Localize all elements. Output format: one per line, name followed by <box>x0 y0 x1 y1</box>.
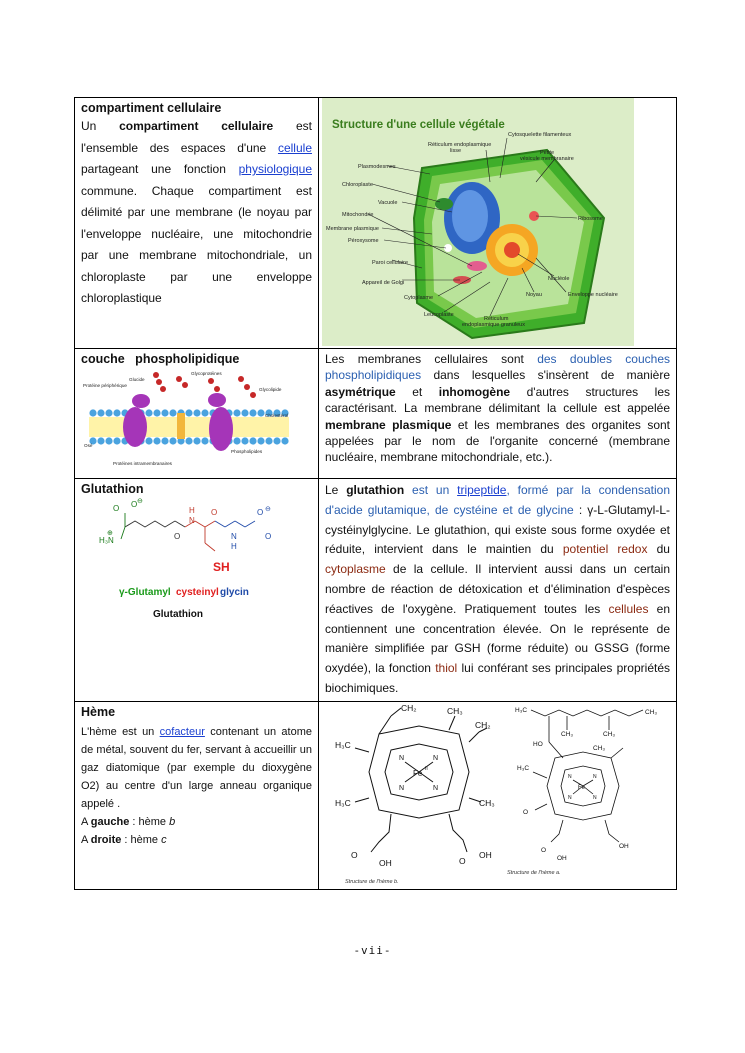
row-glutathion <box>75 479 677 702</box>
phospholipid-head <box>161 409 168 416</box>
bold-term: gauche <box>90 815 130 828</box>
blue-text: , formé par la condensation d'acide glutamique, de cystéine et de glycine <box>325 483 670 517</box>
text-span: partageant une fonction <box>81 162 239 176</box>
heme-c-ho: HO <box>533 740 543 748</box>
heme-c-ch3-b: CH₃ <box>561 730 574 738</box>
protein-intra-1 <box>123 407 147 447</box>
link-thiol[interactable]: thiol <box>435 661 458 676</box>
bold-term: membrane plasmique <box>325 417 452 432</box>
label-vacuole: Vacuole <box>378 200 398 206</box>
mol-plus-sign: ⊕ <box>107 530 113 537</box>
link-doubles-couches[interactable]: des doubles couches phospholipidiques <box>325 352 671 383</box>
phospholipide-title: couche phospholipidique <box>81 352 240 366</box>
phospholipid-head <box>273 437 280 444</box>
mol-sh: SH <box>213 560 230 574</box>
cell-glutathion-figure <box>75 479 319 702</box>
mol-h-1: H <box>189 506 195 515</box>
text-span: en contiennent une concentration élevée. On le représente de manière simplifiée par GSH (forme réduite) ou GSSG (forme oxydée), la fonction <box>325 601 671 676</box>
compartiment-paragraph <box>81 116 312 310</box>
heme-b-ch3-top: CH₃ <box>447 705 463 716</box>
phospholipid-head <box>161 437 168 444</box>
text-span: contenant un atome de métal, souvent du fer, servant à accueillir un gaz diatomique (par exemple du dioxygène O2) au centre d'un large anneau organique appelé . <box>81 725 313 810</box>
bold-term: compartiment cellulaire <box>119 119 274 133</box>
phospholipid-head <box>169 437 176 444</box>
heme-left-line <box>81 813 312 831</box>
label-membrane-plasmique: Membrane plasmique <box>326 226 379 232</box>
heme-c-oh-right: OH <box>619 842 629 850</box>
content-table <box>74 97 677 890</box>
compartiment-title: compartiment cellulaire <box>81 101 222 115</box>
link-cytoplasme[interactable]: cytoplasme <box>325 562 386 577</box>
phospholipid-head <box>113 437 120 444</box>
heme-b-fe: Fe <box>413 768 423 778</box>
heme-structures <box>319 702 675 888</box>
label-leucoplaste: Leucoplaste <box>424 312 454 318</box>
text-span: L'hème est un <box>81 725 160 738</box>
phospholipid-head <box>257 409 264 416</box>
label-cholesterol: Cholestérol <box>265 413 289 418</box>
label-enveloppe: Enveloppe nucléaire <box>568 292 618 298</box>
label-reticulum-lisse-2: lisse <box>450 148 462 154</box>
label-paroi: Paroi cellulaire <box>372 260 409 266</box>
phospholipid-head <box>185 437 192 444</box>
label-reticulum-gran-1: Réticulum <box>484 316 509 322</box>
phospholipid-head <box>97 409 104 416</box>
phospholipid-head <box>153 437 160 444</box>
mol-h3n: H₃N <box>99 536 114 545</box>
heme-b-n4: N <box>433 784 439 792</box>
text-span: de la cellule. Il intervient aussi dans un certain nombre de réaction de détoxication et d'élimination d'espèces réactives de l'oxygène. Pratiquement toutes les <box>325 562 670 616</box>
phospholipid-heads-top <box>89 409 288 416</box>
label-mitochondrie: Mitochondrie <box>342 212 374 218</box>
text-span: Le <box>325 483 347 497</box>
glutathion-molecule <box>81 497 299 631</box>
phospholipid-head <box>241 409 248 416</box>
heme-c-caption: Structure de l'hème a. <box>507 869 561 876</box>
text-span: du <box>647 542 670 557</box>
label-nucleole: Nucléole <box>548 276 570 282</box>
phospholipid-head <box>185 409 192 416</box>
heme-b-o-right: O <box>459 855 466 866</box>
phospholipid-head <box>153 409 160 416</box>
mol-o-3: O <box>265 532 272 541</box>
mol-o-left: O <box>113 504 120 513</box>
link-cellule[interactable]: cellule <box>277 140 312 155</box>
heme-c-h3c-top: H₃C <box>515 706 528 714</box>
heme-b-caption: Structure de l'hème b. <box>345 878 399 885</box>
text-span: Un <box>81 119 120 133</box>
membrane-diagram <box>81 367 299 471</box>
mitochondria-shape <box>467 261 487 271</box>
heme-right-line <box>81 831 312 849</box>
text-span: et les membranes des organites sont appelées par le nom de l'organite concerné (membrane nucléaire, membrane mitochondriale, etc.). <box>325 417 670 465</box>
text-span: dans lesquelles s'insèrent de manière <box>421 368 670 383</box>
phospholipid-head <box>233 437 240 444</box>
heme-b-fe-ox: II <box>425 765 428 772</box>
caption-glutamyl: γ-Glutamyl <box>119 587 171 598</box>
bold-term: inhomogène <box>438 384 511 399</box>
bold-term: droite <box>90 833 122 846</box>
link-cofacteur[interactable]: cofacteur <box>159 725 205 738</box>
protein-peripheral <box>132 394 150 408</box>
text-span: est l'ensemble des espaces d'une <box>81 119 312 155</box>
text-span: lui conférant ses principales propriétés biochimiques. <box>325 661 670 695</box>
label-ose: Osé <box>84 443 93 448</box>
chloroplast-shape <box>435 198 453 210</box>
text-span: commune. Chaque compartiment est délimité par une membrane (le noyau par l'enveloppe nucléaire, une mitochondrie par une membrane mitochondriale, un chloroplaste par une enveloppe chloroplastique <box>81 183 312 305</box>
fig-title: Structure d'une cellule végétale <box>332 119 505 131</box>
mol-minus-sign-2: ⊖ <box>265 506 271 513</box>
glutathion-title: Glutathion <box>81 482 144 496</box>
label-cytoplasme: Cytoplasme <box>404 295 434 301</box>
heme-c-h3c-ring: H₃C <box>517 764 530 772</box>
label-phospholipides: Phospholipides <box>231 449 263 454</box>
link-potentiel-redox[interactable]: potentiel redox <box>562 542 648 557</box>
heme-b-n2: N <box>433 754 439 762</box>
text-span: Les membranes cellulaires sont <box>325 352 538 366</box>
heme-c-o2: O <box>541 846 547 854</box>
cell-heme-text <box>75 701 319 889</box>
label-cytosquelette: Cytosquelette filamenteux <box>508 132 572 138</box>
heme-c-skeleton <box>531 710 643 842</box>
cholesterol-shape <box>177 413 185 439</box>
phospholipid-head <box>169 409 176 416</box>
mol-minus-sign: ⊖ <box>137 498 143 505</box>
phospholipid-head <box>249 437 256 444</box>
heme-c-ch3-a: CH₃ <box>645 708 658 716</box>
heme-b-h3c-lower: H₃C <box>335 797 351 808</box>
protein-intra-2 <box>209 407 233 451</box>
label-peroxysome: Péroxysome <box>348 238 379 244</box>
mol-o-1: O <box>174 532 181 541</box>
label-ribosome: Ribosome <box>578 216 603 222</box>
blue-text: est un <box>404 483 458 497</box>
phospholipid-head <box>201 437 208 444</box>
bold-term: glutathion <box>346 483 405 497</box>
text-span: A <box>81 833 91 846</box>
row-phospholipide <box>75 349 677 479</box>
phospholipid-head <box>233 409 240 416</box>
cell-phospholipide-text <box>319 349 677 479</box>
text-span: : hème <box>121 833 162 846</box>
phospholipide-paragraph <box>325 351 670 466</box>
heme-c-ch3-c: CH₃ <box>603 730 616 738</box>
text-span: A <box>81 815 91 828</box>
heme-c-n4: N <box>593 794 597 801</box>
link-physiologique[interactable]: physiologique <box>238 162 312 176</box>
vacuole-inner <box>452 190 488 242</box>
phospholipid-heads-bottom <box>89 437 288 444</box>
cell-phospholipide-figure <box>75 349 319 479</box>
cell-compartiment-text <box>75 98 319 349</box>
phospholipid-head <box>97 437 104 444</box>
label-reticulum-lisse-1: Réticulum endoplasmique <box>428 142 492 148</box>
cell-heme-figure <box>319 701 677 889</box>
label-plasmodesmes: Plasmodesmes <box>358 164 396 170</box>
heme-c-o: O <box>523 808 529 816</box>
label-glycolipide: Glycolipide <box>259 387 282 392</box>
page-number: -vii- <box>353 944 392 957</box>
heme-b-n3: N <box>399 784 405 792</box>
label-proteines-intra: Protéines intramembranaires <box>113 461 172 466</box>
phospholipid-head <box>249 409 256 416</box>
heme-b-n1: N <box>399 754 405 762</box>
heme-b-ch2-right: CH₂ <box>475 719 491 730</box>
label-golgi: Appareil de Golgi <box>362 280 405 286</box>
phospholipid-head <box>145 437 152 444</box>
label-petite-vesicule-2: vésicule membranaire <box>520 156 574 162</box>
heme-b-h3c-left: H₃C <box>335 739 351 750</box>
heme-b-oh-left: OH <box>379 857 392 868</box>
text-span: et <box>395 384 439 399</box>
label-reticulum-gran-2: endoplasmique granuleux <box>462 322 525 328</box>
heme-c-n3: N <box>568 794 572 801</box>
mol-h-2: H <box>231 542 237 551</box>
link-tripeptide[interactable]: tripeptide <box>457 483 507 497</box>
phospholipid-head <box>105 437 112 444</box>
nucleolus-shape <box>504 242 520 258</box>
cell-glutathion-text <box>319 479 677 702</box>
text-span: : γ-L-Glutamyl-L-cystéinylglycine. Le glutathion, qui existe sous forme oxydée et réduite, intervient dans le maintien du <box>325 502 670 557</box>
italic-term: c <box>161 833 167 846</box>
heme-c-ch3-ring: CH₃ <box>593 744 606 752</box>
phospholipid-head <box>113 409 120 416</box>
phospholipid-head <box>281 437 288 444</box>
italic-term: b <box>169 815 176 828</box>
phospholipid-head <box>105 409 112 416</box>
heme-b-ch3-right: CH₃ <box>479 797 495 808</box>
mol-o-4: O <box>257 508 264 517</box>
heme-c-fe: Fe <box>578 784 586 791</box>
heme-c-oh: OH <box>557 854 567 862</box>
phospholipid-head <box>145 409 152 416</box>
phospholipid-head <box>265 437 272 444</box>
lipid-tails <box>89 417 289 437</box>
phospholipid-head <box>241 437 248 444</box>
label-glucide: Glucide <box>129 377 145 382</box>
text-span: d'autres structures les caractérisant. La membrane délimitant la cellule est appelée <box>325 384 670 416</box>
phospholipid-head <box>193 409 200 416</box>
glutathion-paragraph <box>325 481 670 699</box>
label-glycoproteines: Glycoprotéines <box>191 371 222 376</box>
label-proteine-peripherique: Protéine périphérique <box>83 383 127 388</box>
heme-c-n2: N <box>593 773 597 780</box>
phospholipid-head <box>201 409 208 416</box>
mol-n-2: N <box>231 532 237 541</box>
glycoprotein-shape <box>208 393 226 407</box>
phospholipid-head <box>89 409 96 416</box>
mol-o-minus: O <box>131 500 138 509</box>
row-heme <box>75 701 677 889</box>
heme-b-ch2-top: CH₂ <box>401 702 417 713</box>
mol-o-2: O <box>211 508 218 517</box>
phospholipid-head <box>257 437 264 444</box>
caption-glutathion: Glutathion <box>153 609 203 620</box>
row-compartiment <box>75 98 677 349</box>
plant-cell-diagram <box>322 98 634 346</box>
cell-cell-figure <box>319 98 677 349</box>
link-cellules[interactable]: cellules <box>608 601 649 616</box>
label-noyau: Noyau <box>526 292 542 298</box>
label-petite-vesicule-1: Petite <box>540 150 555 156</box>
phospholipid-head <box>193 437 200 444</box>
heme-b-oh-right: OH <box>479 849 492 860</box>
label-chloroplaste: Chloroplaste <box>342 182 373 188</box>
mol-n-1: N <box>189 516 195 525</box>
heme-title: Hème <box>81 704 116 719</box>
caption-cysteinyl: cysteinyl <box>176 587 219 598</box>
heme-paragraph <box>81 723 312 813</box>
bold-term: asymétrique <box>325 384 396 399</box>
caption-glycin: glycin <box>220 587 249 598</box>
heme-c-n1: N <box>568 773 572 780</box>
heme-b-o-left: O <box>351 849 358 860</box>
text-span: : hème <box>129 815 170 828</box>
